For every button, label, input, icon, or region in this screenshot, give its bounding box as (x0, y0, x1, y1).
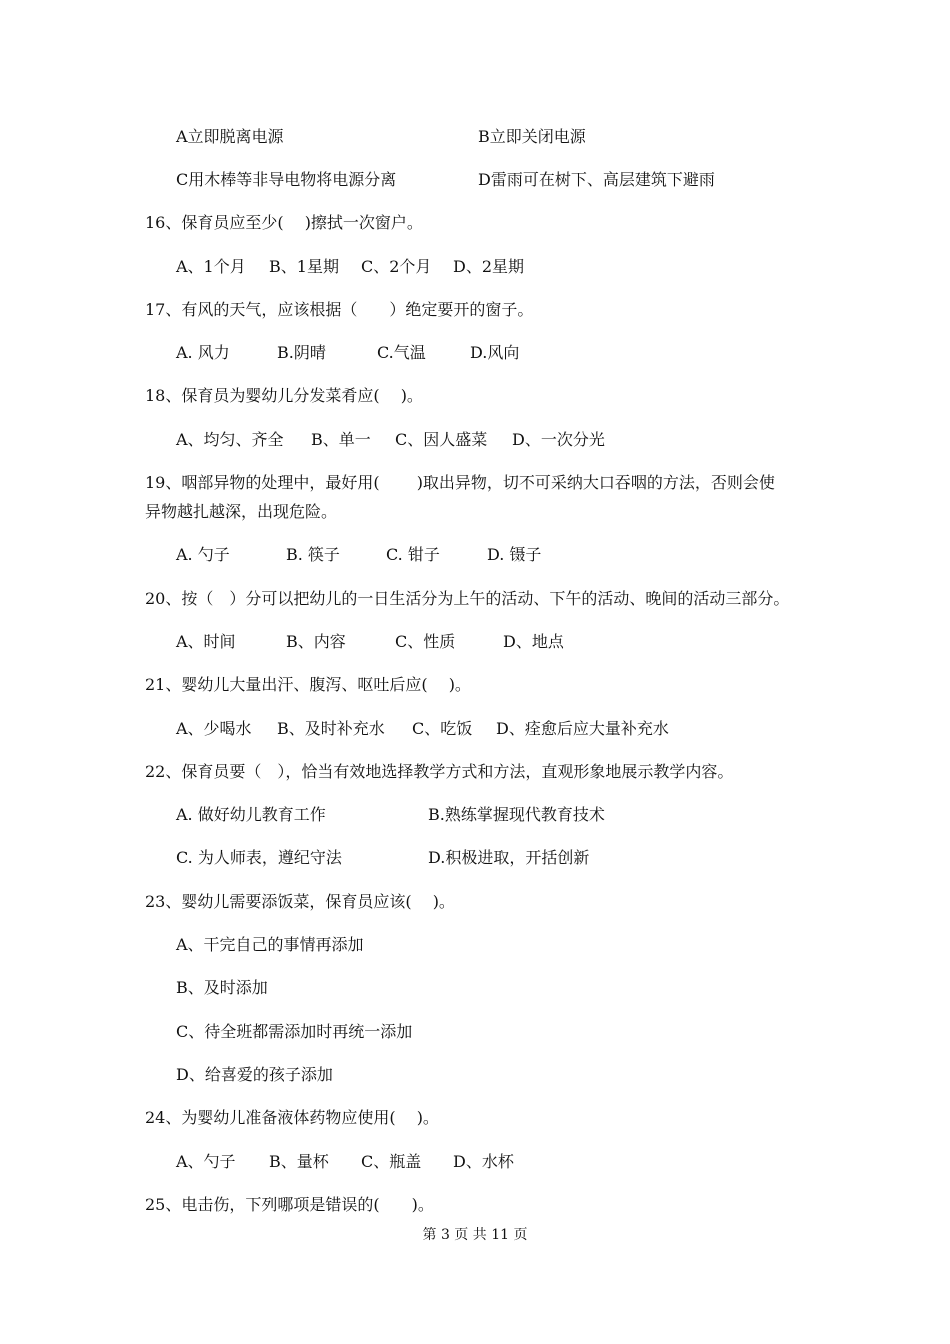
q17-option-d: D.风向 (470, 343, 520, 362)
q24-option-b: B、量杯 (269, 1152, 329, 1171)
q20-option-a: A、时间 (176, 632, 236, 651)
q21-option-d: D、痊愈后应大量补充水 (496, 719, 669, 738)
q21-option-a: A、少喝水 (176, 719, 252, 738)
q17-option-a: A. 风力 (176, 343, 230, 362)
q18-option-a: A、均匀、齐全 (176, 430, 284, 449)
q21-option-b: B、及时补充水 (277, 719, 385, 738)
q22-option-d: D.积极进取，开括创新 (428, 848, 590, 867)
question-21-stem: 21、婴幼儿大量出汗、腹泻、呕吐后应( )。 (145, 675, 471, 694)
q24-option-a: A、勺子 (176, 1152, 236, 1171)
q16-option-d: D、2星期 (453, 257, 525, 276)
question-25-stem: 25、电击伤，下列哪项是错误的( )。 (145, 1195, 434, 1214)
q20-option-c: C、性质 (395, 632, 456, 651)
q19-option-d: D. 镊子 (487, 545, 542, 564)
q17-option-b: B.阴晴 (277, 343, 326, 362)
question-19-stem-line-1: 19、咽部异物的处理中，最好用( )取出异物，切不可采纳大口吞咽的方法，否则会使 (145, 473, 775, 492)
q23-option-d: D、给喜爱的孩子添加 (176, 1065, 333, 1084)
question-19-stem-line-2: 异物越扎越深，出现危险。 (145, 502, 338, 521)
q24-option-d: D、水杯 (453, 1152, 514, 1171)
q16-option-c: C、2个月 (361, 257, 432, 276)
q22-option-a: A. 做好幼儿教育工作 (176, 805, 326, 824)
q20-option-b: B、内容 (286, 632, 346, 651)
page-number: 第 3 页 共 11 页 (422, 1227, 528, 1243)
q23-option-c: C、待全班都需添加时再统一添加 (176, 1022, 413, 1041)
q24-option-c: C、瓶盖 (361, 1152, 422, 1171)
q15-option-b: B立即关闭电源 (478, 127, 586, 146)
q20-option-d: D、地点 (503, 632, 564, 651)
q15-option-c: C用木棒等非导电物将电源分离 (176, 170, 397, 189)
q17-option-c: C.气温 (377, 343, 426, 362)
question-23-stem: 23、婴幼儿需要添饭菜，保育员应该( )。 (145, 892, 455, 911)
q16-option-b: B、1星期 (269, 257, 339, 276)
q19-option-c: C. 钳子 (386, 545, 440, 564)
question-22-stem: 22、保育员要（ ），恰当有效地选择教学方式和方法，直观形象地展示教学内容。 (145, 762, 734, 781)
question-20-stem: 20、按（ ）分可以把幼儿的一日生活分为上午的活动、下午的活动、晚间的活动三部分。 (145, 589, 790, 608)
q18-option-d: D、一次分光 (512, 430, 605, 449)
question-16-stem: 16、保育员应至少( )擦拭一次窗户。 (145, 213, 423, 232)
question-24-stem: 24、为婴幼儿准备液体药物应使用( )。 (145, 1108, 439, 1127)
q16-option-a: A、1个月 (176, 257, 246, 276)
question-17-stem: 17、有风的天气，应该根据（ ）绝定要开的窗子。 (145, 300, 534, 319)
q23-option-b: B、及时添加 (176, 978, 268, 997)
q18-option-b: B、单一 (311, 430, 371, 449)
q21-option-c: C、吃饭 (412, 719, 473, 738)
question-18-stem: 18、保育员为婴幼儿分发菜肴应( )。 (145, 386, 423, 405)
q22-option-b: B.熟练掌握现代教育技术 (428, 805, 605, 824)
q22-option-c: C. 为人师表，遵纪守法 (176, 848, 342, 867)
q15-option-d: D雷雨可在树下、高层建筑下避雨 (478, 170, 715, 189)
q19-option-a: A. 勺子 (176, 545, 230, 564)
q18-option-c: C、因人盛菜 (395, 430, 488, 449)
q23-option-a: A、干完自己的事情再添加 (176, 935, 364, 954)
q19-option-b: B. 筷子 (286, 545, 340, 564)
q15-option-a: A立即脱离电源 (176, 127, 284, 146)
